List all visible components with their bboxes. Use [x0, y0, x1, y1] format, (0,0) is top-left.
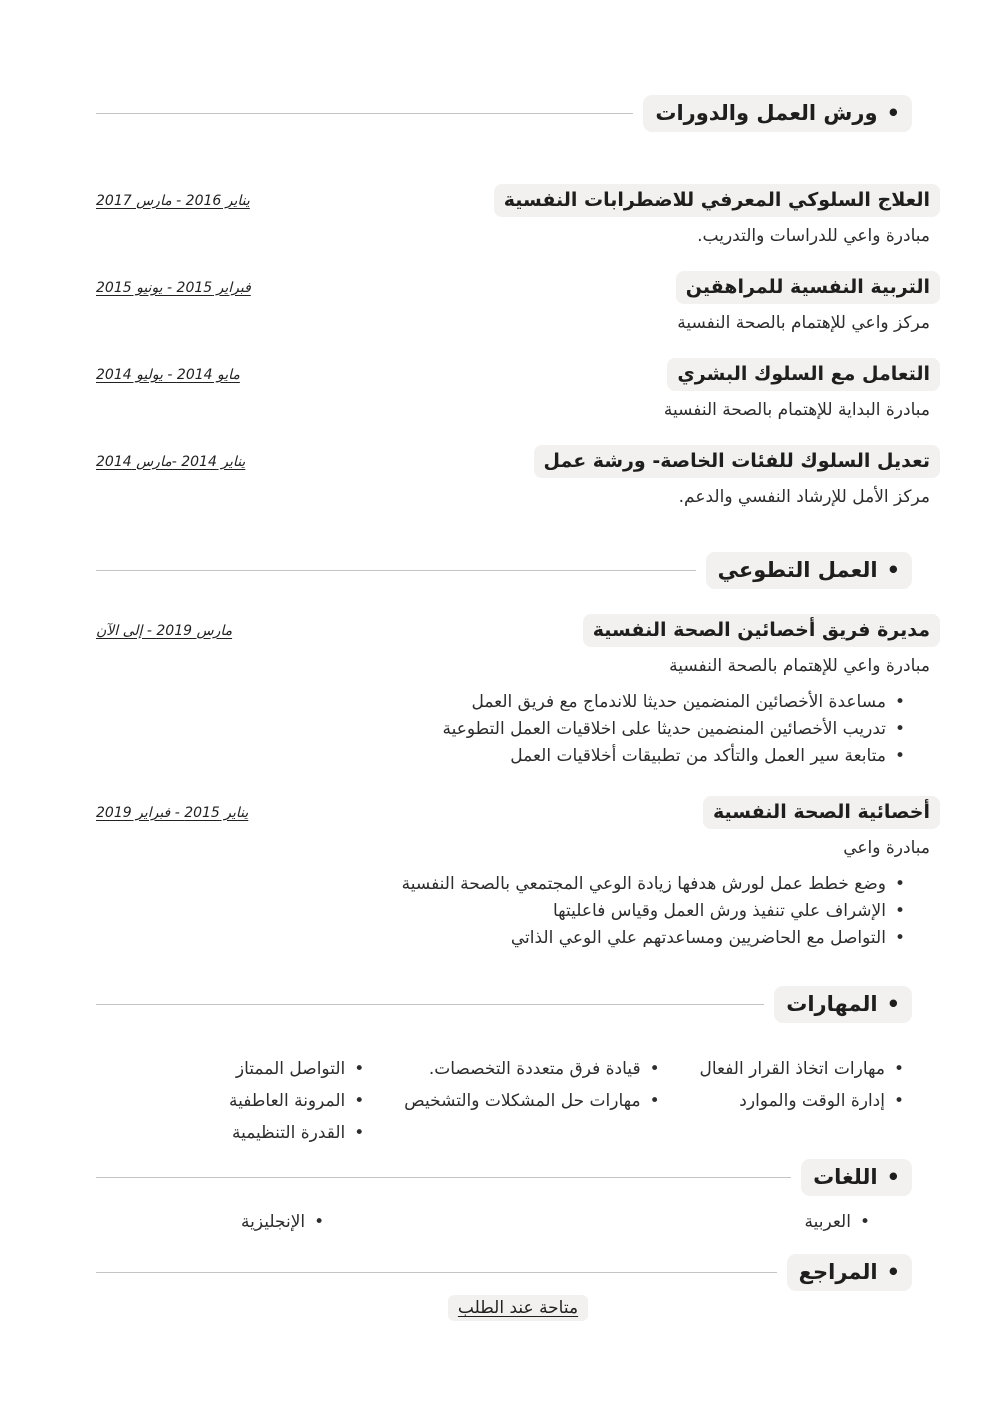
bullet-icon: •: [859, 1212, 870, 1232]
duty-text: تدريب الأخصائين المنضمين حديثا على اخلاقيات العمل التطوعية: [442, 719, 886, 739]
duties-list: [96, 689, 905, 770]
entry-title: التربية النفسية للمراهقين: [676, 271, 940, 304]
entry-header: [96, 271, 940, 304]
bullet-icon: •: [354, 1091, 365, 1111]
duties-list: [96, 871, 905, 952]
entry-header: [96, 445, 940, 478]
language-item: [805, 1209, 871, 1236]
section-header: [96, 552, 912, 589]
skill-item: [404, 1053, 659, 1085]
entry-organization: مبادرة واعي للإهتمام بالصحة النفسية: [669, 656, 930, 676]
section-workshops: [96, 95, 940, 510]
skill-text: مهارات اتخاذ القرار الفعال: [699, 1059, 885, 1079]
section-title-label: المهارات: [786, 992, 878, 1016]
bullet-icon: •: [894, 928, 905, 948]
section-title-label: العمل التطوعي: [717, 558, 878, 582]
duty-item: [96, 871, 905, 898]
section-rule: [96, 1177, 791, 1178]
section-title-label: ورش العمل والدورات: [655, 101, 878, 125]
language-text: الإنجليزية: [241, 1212, 306, 1232]
skill-item: [404, 1085, 659, 1117]
bullet-icon: •: [649, 1059, 660, 1079]
section-rule: [96, 1272, 777, 1273]
skill-item: [229, 1117, 364, 1149]
workshop-entry: [96, 358, 940, 423]
volunteer-entry: [96, 796, 940, 952]
entry-header: [96, 358, 940, 391]
section-rule: [96, 113, 633, 114]
duty-text: مساعدة الأخصائين المنضمين حديثا للاندماج مع فريق العمل: [471, 692, 886, 712]
entry-organization: مبادرة واعي: [843, 838, 930, 858]
languages-list: [241, 1209, 870, 1236]
section-rule: [96, 1004, 764, 1005]
bullet-icon: •: [894, 746, 905, 766]
skill-item: [229, 1053, 364, 1085]
workshop-entry: [96, 445, 940, 510]
skill-item: [699, 1085, 904, 1117]
entry-header: [96, 614, 940, 647]
entry-organization: مركز واعي للإهتمام بالصحة النفسية: [677, 313, 930, 333]
entry-title: مديرة فريق أخصائين الصحة النفسية: [583, 614, 940, 647]
section-title: [801, 1159, 912, 1196]
section-header: [96, 1254, 912, 1291]
bullet-icon: •: [649, 1091, 660, 1111]
section-header: [96, 95, 912, 132]
references-note: متاحة عند الطلب: [448, 1295, 588, 1321]
skills-column: [699, 1053, 904, 1149]
section-bullet-icon: •: [886, 1165, 900, 1189]
duty-text: التواصل مع الحاضريين ومساعدتهم علي الوعي الذاتي: [510, 928, 886, 948]
duty-text: وضع خطط عمل لورش هدفها زيادة الوعي المجتمعي بالصحة النفسية: [401, 874, 886, 894]
bullet-icon: •: [894, 692, 905, 712]
section-volunteer: [96, 552, 940, 952]
section-languages: [96, 1159, 940, 1236]
section-title: [787, 1254, 912, 1291]
section-bullet-icon: •: [886, 992, 900, 1016]
language-text: العربية: [804, 1212, 851, 1232]
entry-header: [96, 796, 940, 829]
section-references: [96, 1254, 940, 1321]
section-bullet-icon: •: [886, 101, 900, 125]
duty-item: [96, 689, 905, 716]
entry-header: [96, 184, 940, 217]
duty-item: [96, 716, 905, 743]
entry-date: مايو 2014 - يوليو 2014: [96, 366, 240, 383]
duty-item: [96, 743, 905, 770]
duty-item: [96, 925, 905, 952]
skill-text: مهارات حل المشكلات والتشخيص: [404, 1091, 641, 1111]
section-rule: [96, 570, 696, 571]
entry-title: العلاج السلوكي المعرفي للاضطرابات النفسية: [494, 184, 940, 217]
entry-organization: مبادرة البداية للإهتمام بالصحة النفسية: [663, 400, 930, 420]
section-skills: [96, 986, 940, 1149]
entry-date: يناير 2016 - مارس 2017: [96, 192, 250, 209]
workshop-entry: [96, 271, 940, 336]
entry-date: فبراير 2015 - يونيو 2015: [96, 279, 251, 296]
bullet-icon: •: [893, 1059, 904, 1079]
skills-column: [404, 1053, 659, 1149]
section-title: [774, 986, 912, 1023]
skill-text: المرونة العاطفية: [229, 1091, 346, 1111]
section-title-label: اللغات: [813, 1165, 878, 1189]
volunteer-entry: [96, 614, 940, 770]
references-note-row: [96, 1295, 940, 1321]
entry-title: تعديل السلوك للفئات الخاصة- ورشة عمل: [534, 445, 941, 478]
skills-column: [229, 1053, 364, 1149]
entry-date: يناير 2014 -مارس 2014: [96, 453, 246, 470]
bullet-icon: •: [894, 874, 905, 894]
skill-text: القدرة التنظيمية: [231, 1123, 346, 1143]
duty-text: الإشراف علي تنفيذ ورش العمل وقياس فاعليتها: [552, 901, 886, 921]
bullet-icon: •: [893, 1091, 904, 1111]
section-bullet-icon: •: [886, 1260, 900, 1284]
section-title: [706, 552, 912, 589]
skill-text: إدارة الوقت والموارد: [739, 1091, 885, 1111]
skill-item: [699, 1053, 904, 1085]
language-item: [241, 1209, 324, 1236]
bullet-icon: •: [894, 719, 905, 739]
entry-organization: مبادرة واعي للدراسات والتدريب.: [697, 226, 930, 246]
entry-date: مارس 2019 - إلى الآن: [96, 622, 233, 639]
section-header: [96, 1159, 912, 1196]
entry-date: يناير 2015 - فبراير 2019: [96, 804, 249, 821]
entry-title: التعامل مع السلوك البشري: [667, 358, 940, 391]
section-title: [643, 95, 912, 132]
section-title-label: المراجع: [798, 1260, 878, 1284]
skill-text: التواصل الممتاز: [235, 1059, 346, 1079]
section-header: [96, 986, 912, 1023]
section-bullet-icon: •: [886, 558, 900, 582]
entry-organization: مركز الأمل للإرشاد النفسي والدعم.: [678, 487, 930, 507]
bullet-icon: •: [354, 1059, 365, 1079]
entry-title: أخصائية الصحة النفسية: [703, 796, 940, 829]
duty-text: متابعة سير العمل والتأكد من تطبيقات أخلاقيات العمل: [510, 746, 886, 766]
workshop-entry: [96, 184, 940, 249]
skills-grid: [229, 1053, 904, 1149]
skill-item: [229, 1085, 364, 1117]
bullet-icon: •: [314, 1212, 325, 1232]
bullet-icon: •: [894, 901, 905, 921]
duty-item: [96, 898, 905, 925]
bullet-icon: •: [354, 1123, 365, 1143]
skill-text: قيادة فرق متعددة التخصصات.: [428, 1059, 641, 1079]
